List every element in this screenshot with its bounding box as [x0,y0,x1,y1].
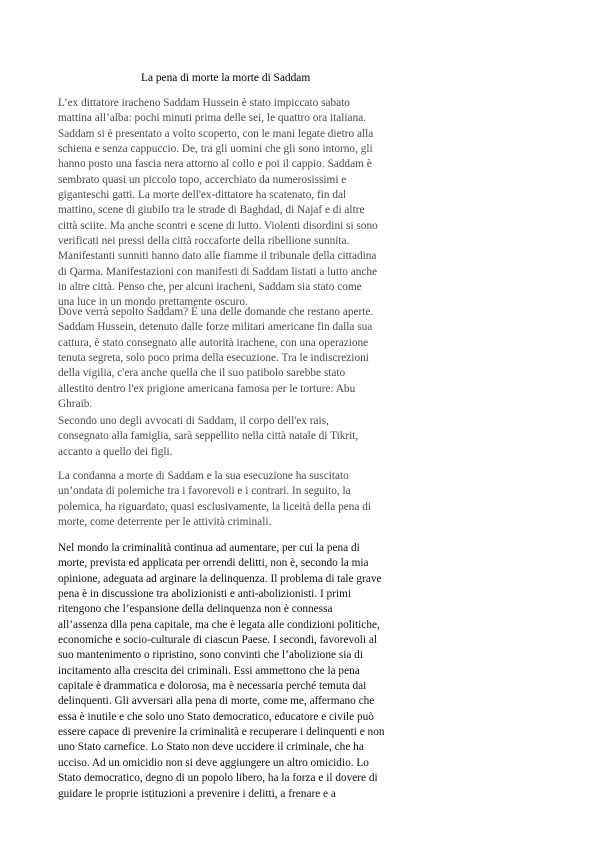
text-line: sembrato quasi un piccolo topo, accerchiato da numerosissimi e [58,173,347,186]
text-line: schiena e senza cappuccio. De, tra gli uomini che gli sono intorno, gli [58,143,373,156]
text-line: di Qarma. Manifestazioni con manifesti di Saddam listati a lutto anche [58,265,378,278]
text-line: uno Stato carnefice. Lo Stato non deve uccidere il criminale, che ha [58,741,364,754]
text-line: Dove verrà sepolto Saddam? È una delle domande che restano aperte. [58,306,374,318]
text-line: tenuta segreta, solo poco prima della esecuzione. Tra le indiscrezioni [58,352,369,365]
text-line: pena è in discussione tra abolizionisti e anti-abolizionisti. I primi [58,588,352,601]
text-line: incitamento alla crescita dei criminali. Essi ammettono che la pena [58,664,360,677]
text-line: Ghraib. [58,398,93,411]
text-line: della vigilia, c'era anche quella che il suo patibolo sarebbe stato [58,367,346,380]
text-line: allestito dentro l'ex prigione americana famosa per le torture: Abu [58,382,356,395]
text-line: Manifestanti sunniti hanno dato alle fiamme il tribunale della cittadina [58,250,377,263]
text-line: essere capace di prevenire la criminalità e recuperare i delinquenti e non [58,726,385,739]
text-line: giganteschi gatti. La morte dell'ex-dittatore ha scatenato, fin dal [58,189,347,202]
text-line: morte, come deterrente per le attività criminali. [58,516,272,529]
text-line: Stato democratico, degno di un popolo libero, ha la forza e il dovere di [58,772,378,785]
text-line: suo mantenimento o ripristino, sono convinti che l’abolizione sia di [58,649,363,662]
paragraph-lawyer [58,414,418,460]
paragraph-opinion [58,541,418,802]
text-line: mattina all’alba: pochi minuti prima delle sei, le quattro ora italiana. [58,112,367,125]
text-line: consegnato alla famiglia, sarà seppellito nella città natale di Tikrit, [58,430,359,443]
text-line: Nel mondo la criminalità continua ad aumentare, per cui la pena di [58,542,360,554]
text-line: Saddam si è presentato a volto scoperto, con le mani legate dietro alla [58,127,374,140]
paragraph-controversy [58,469,418,530]
text-line: mattino, scene di giubilo tra le strade di Baghdad, di Najaf e di altre [58,204,365,217]
text-line: all’assenza dlla pena capitale, ma che è legata alle condizioni politiche, [58,618,380,631]
text-line: morte, prevista ed applicata per orrendi delitti, non è, secondo la mia [58,557,369,570]
text-line: essa è inutile e che solo uno Stato democratico, educatore e civile può [58,710,374,723]
text-line: opinione, adeguata ad arginare la delinquenza. Il problema di tale grave [58,572,382,585]
paragraph-burial-question [58,305,418,412]
text-line: delinquenti. Gli avversari alla pena di morte, come me, affermano che [58,695,375,708]
text-line: una luce in un mondo prettamente oscuro. [58,296,248,309]
text-line: in altre città. Penso che, per alcuni iracheni, Saddam sia stato come [58,281,362,294]
text-line: capitale è drammatica e dolorosa, ma è necessaria perché temuta dai [58,680,367,693]
text-line: La condanna a morte di Saddam e la sua esecuzione ha suscitato [58,470,349,482]
text-line: verificati nei pressi della città roccaforte della ribellione sunnita. [58,235,350,248]
paragraph-execution [58,96,418,311]
text-line: L’ex dittatore iracheno Saddam Hussein è stato impiccato sabato [58,97,350,109]
text-line: accanto a quello dei figli. [58,445,173,458]
text-line: Secondo uno degli avvocati di Saddam, il corpo dell'ex rais, [58,415,329,427]
text-line: guidare le proprie istituzioni a prevenire i delitti, a frenare e a [58,787,336,800]
page-title: La pena di morte la morte di Saddam [141,72,311,84]
text-line: hanno posto una fascia nera attorno al collo e poi il cappio. Saddam è [58,158,372,171]
text-line: cattura, è stato consegnato alle autorità irachene, con una operazione [58,336,369,349]
text-line: polemica, ha riguardato, quasi esclusivamente, la liceità della pena di [58,500,372,513]
text-line: economiche e socio-culturale di ciascun Paese. I secondi, favorevoli al [58,634,378,647]
text-line: Saddam Hussein, detenuto dalle forze militari americane fin dalla sua [58,321,373,334]
text-line: città sciite. Ma anche scontri e scene di lutto. Violenti disordini si sono [58,219,378,232]
text-line: ucciso. Ad un omicidio non si deve aggiungere un altro omicidio. Lo [58,756,369,769]
text-line: ritengono che l’espansione della delinquenza non è connessa [58,603,333,616]
text-line: un’ondata di polemiche tra i favorevoli e i contrari. In seguito, la [58,485,351,498]
